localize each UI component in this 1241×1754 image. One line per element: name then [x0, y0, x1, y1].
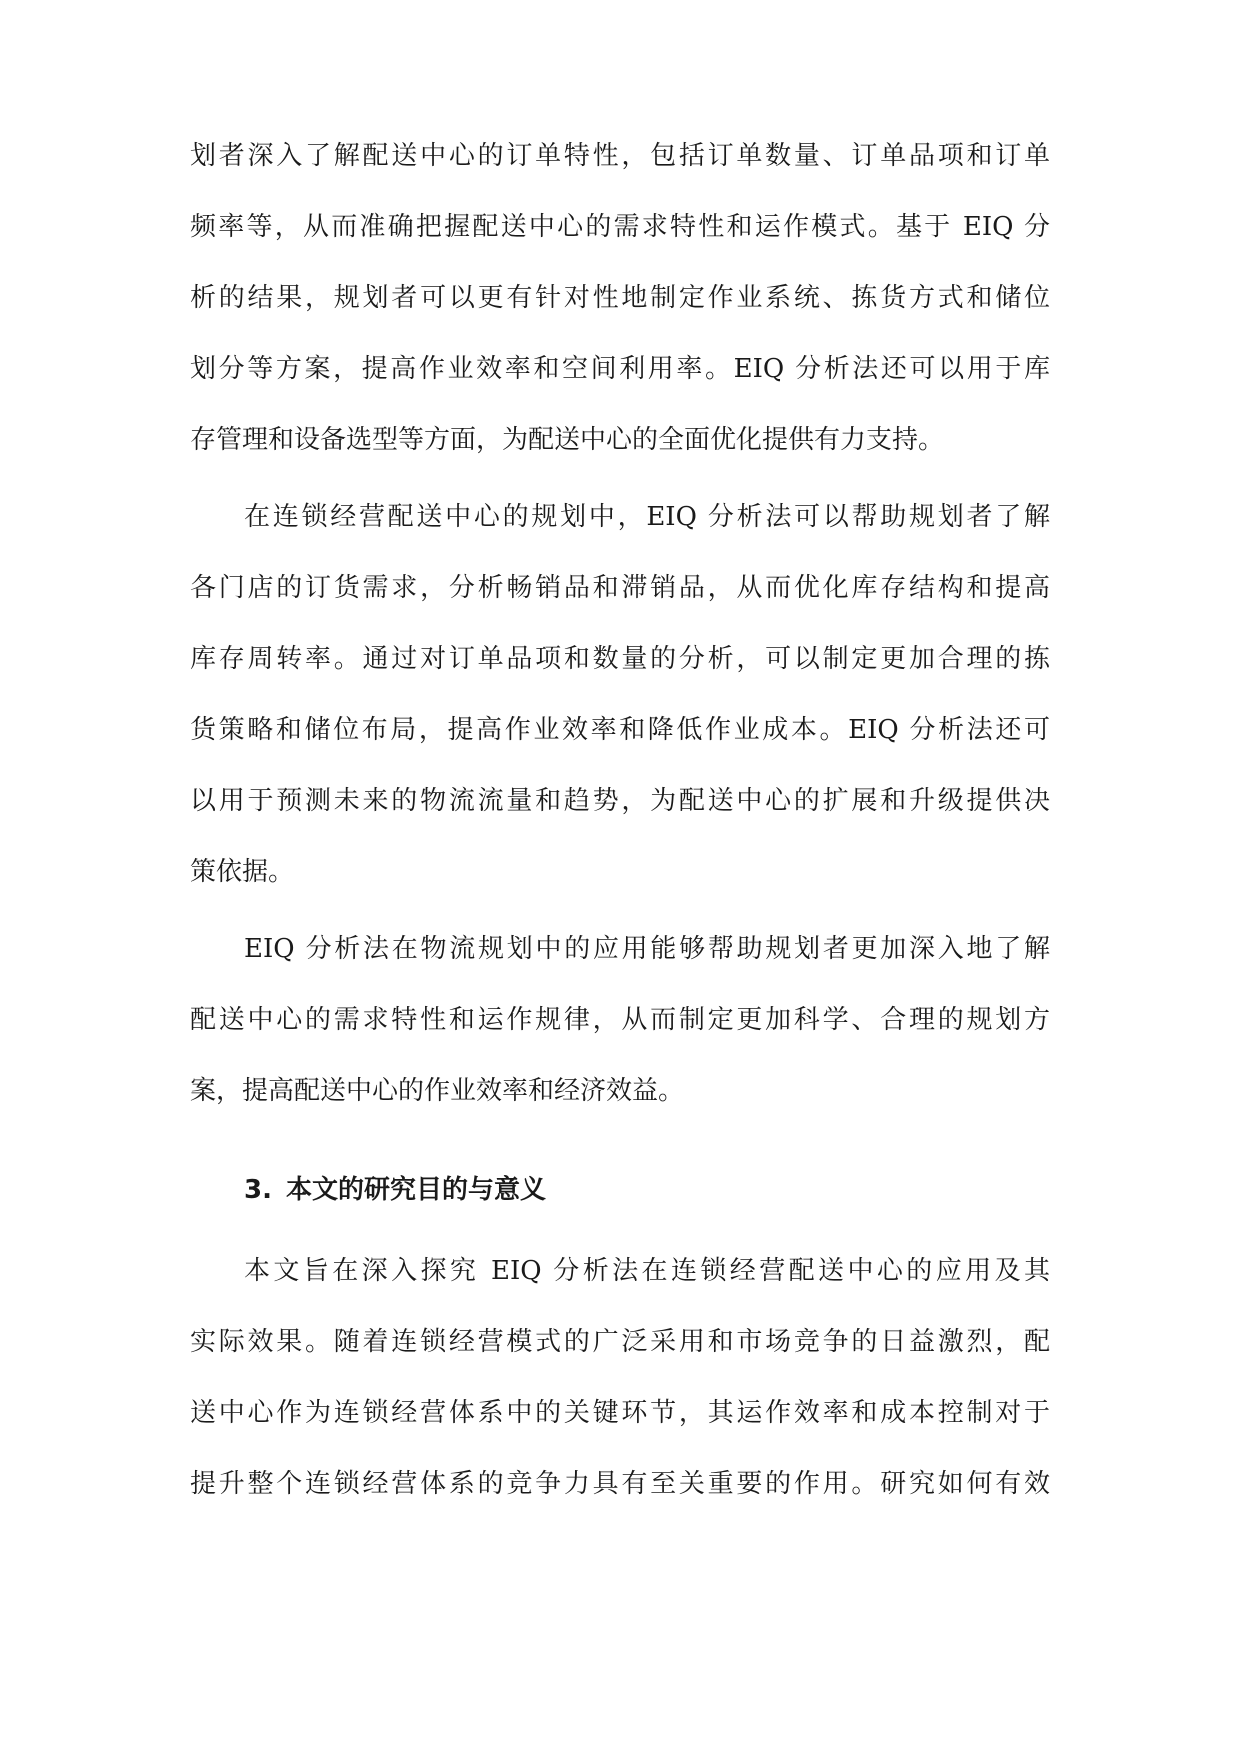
paragraph-2-line-5: 以用于预测未来的物流流量和趋势，为配送中心的扩展和升级提供决	[190, 786, 1050, 816]
paragraph-3-line-3: 案，提高配送中心的作业效率和经济效益。	[190, 1076, 685, 1106]
paragraph-1-line-2: 频率等，从而准确把握配送中心的需求特性和运作模式。基于 EIQ 分	[190, 212, 1050, 242]
paragraph-1-line-1: 划者深入了解配送中心的订单特性，包括订单数量、订单品项和订单	[190, 141, 1050, 171]
paragraph-2-line-1: 在连锁经营配送中心的规划中，EIQ 分析法可以帮助规划者了解	[244, 502, 1050, 532]
paragraph-4-line-3: 送中心作为连锁经营体系中的关键环节，其运作效率和成本控制对于	[190, 1398, 1050, 1428]
paragraph-1-line-3: 析的结果，规划者可以更有针对性地制定作业系统、拣货方式和储位	[190, 283, 1050, 313]
section-number: 3.	[244, 1175, 272, 1205]
paragraph-2-line-2: 各门店的订货需求，分析畅销品和滞销品，从而优化库存结构和提高	[190, 573, 1050, 603]
paragraph-4-line-2: 实际效果。随着连锁经营模式的广泛采用和市场竞争的日益激烈，配	[190, 1327, 1050, 1357]
section-title: 本文的研究目的与意义	[285, 1175, 546, 1205]
paragraph-2-line-4: 货策略和储位布局，提高作业效率和降低作业成本。EIQ 分析法还可	[190, 715, 1050, 745]
paragraph-2-line-6: 策依据。	[190, 857, 295, 887]
paragraph-1-line-5: 存管理和设备选型等方面，为配送中心的全面优化提供有力支持。	[190, 425, 945, 455]
paragraph-4-line-1: 本文旨在深入探究 EIQ 分析法在连锁经营配送中心的应用及其	[244, 1256, 1050, 1286]
section-heading	[244, 1173, 1050, 1207]
paragraph-4-line-4: 提升整个连锁经营体系的竞争力具有至关重要的作用。研究如何有效	[190, 1469, 1050, 1499]
paragraph-3-line-2: 配送中心的需求特性和运作规律，从而制定更加科学、合理的规划方	[190, 1005, 1050, 1035]
paragraph-1-line-4: 划分等方案，提高作业效率和空间利用率。EIQ 分析法还可以用于库	[190, 354, 1050, 384]
paragraph-3-line-1: EIQ 分析法在物流规划中的应用能够帮助规划者更加深入地了解	[244, 934, 1050, 964]
paragraph-2-line-3: 库存周转率。通过对订单品项和数量的分析，可以制定更加合理的拣	[190, 644, 1050, 674]
